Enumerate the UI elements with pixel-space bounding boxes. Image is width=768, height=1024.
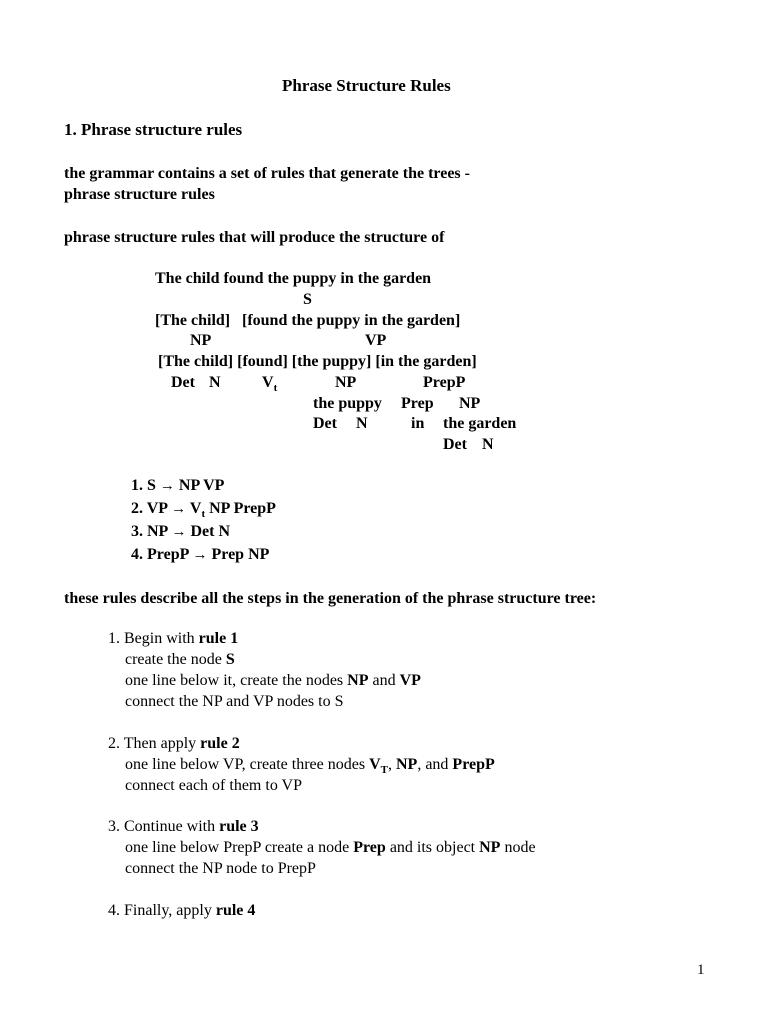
lead-text: phrase structure rules that will produce the structure of <box>64 229 445 246</box>
label-v: $V_t$ <box>262 374 278 394</box>
step-3-lead: 3. Continue with rule 3 <box>108 818 259 835</box>
rule-4: 4. PrepP → Prep NP <box>131 546 270 563</box>
step-2-lead: 2. Then apply rule 2 <box>108 735 240 752</box>
vp-label: VP <box>365 332 387 349</box>
intro-line-1: the grammar contains a set of rules that generate the trees - <box>64 165 470 182</box>
intro-line-2: phrase structure rules <box>64 186 215 203</box>
right-arrow-icon: → <box>171 501 187 517</box>
step-2-line-3: connect each of them to VP <box>125 777 302 794</box>
split-vp: [found the puppy in the garden] <box>242 312 461 329</box>
label-det-3: Det <box>443 436 467 453</box>
page-number: 1 <box>697 962 705 978</box>
step-1-lead: 1. Begin with rule 1 <box>108 630 239 647</box>
step-4-lead: 4. Finally, apply rule 4 <box>108 902 256 919</box>
label-prepp: PrepP <box>423 374 466 391</box>
right-arrow-icon: → <box>159 478 175 494</box>
label-np-2: NP <box>459 395 481 412</box>
label-in: in <box>411 415 425 432</box>
steps-intro: these rules describe all the steps in the generation of the phrase structure tree: <box>64 590 597 607</box>
rule-1: 1. S → NP VP <box>131 477 225 494</box>
right-arrow-icon: → <box>192 547 208 563</box>
rule-2: 2. VP → $V_t$ NP PrepP <box>131 500 276 520</box>
the-puppy: the puppy <box>313 395 382 412</box>
right-arrow-icon: → <box>171 524 187 540</box>
label-n: N <box>209 374 221 391</box>
step-3-line-3: connect the NP node to PrepP <box>125 860 316 877</box>
the-garden: the garden <box>443 415 517 432</box>
s-label: S <box>303 291 312 308</box>
label-n-2: N <box>356 415 368 432</box>
label-det-2: Det <box>313 415 337 432</box>
rule-3: 3. NP → Det N <box>131 523 230 540</box>
np-label: NP <box>190 332 212 349</box>
section-heading: 1. Phrase structure rules <box>64 120 243 139</box>
step-1-line-4: connect the NP and VP nodes to S <box>125 693 344 710</box>
bracketed-sentence: [The child] [found] [the puppy] [in the garden] <box>158 353 477 370</box>
split-np: [The child] <box>155 312 231 329</box>
label-det: Det <box>171 374 195 391</box>
label-prep: Prep <box>401 395 434 412</box>
example-sentence: The child found the puppy in the garden <box>155 270 432 287</box>
label-n-3: N <box>482 436 494 453</box>
page-title: Phrase Structure Rules <box>282 76 451 95</box>
step-3-line-2: one line below PrepP create a node Prep and its object NP node <box>125 839 536 856</box>
label-np: NP <box>335 374 357 391</box>
step-1-line-2: create the node S <box>125 651 235 668</box>
step-2-line-2: one line below VP, create three nodes $V_T$, NP, and PrepP <box>125 756 495 776</box>
step-1-line-3: one line below it, create the nodes NP and VP <box>125 672 421 689</box>
